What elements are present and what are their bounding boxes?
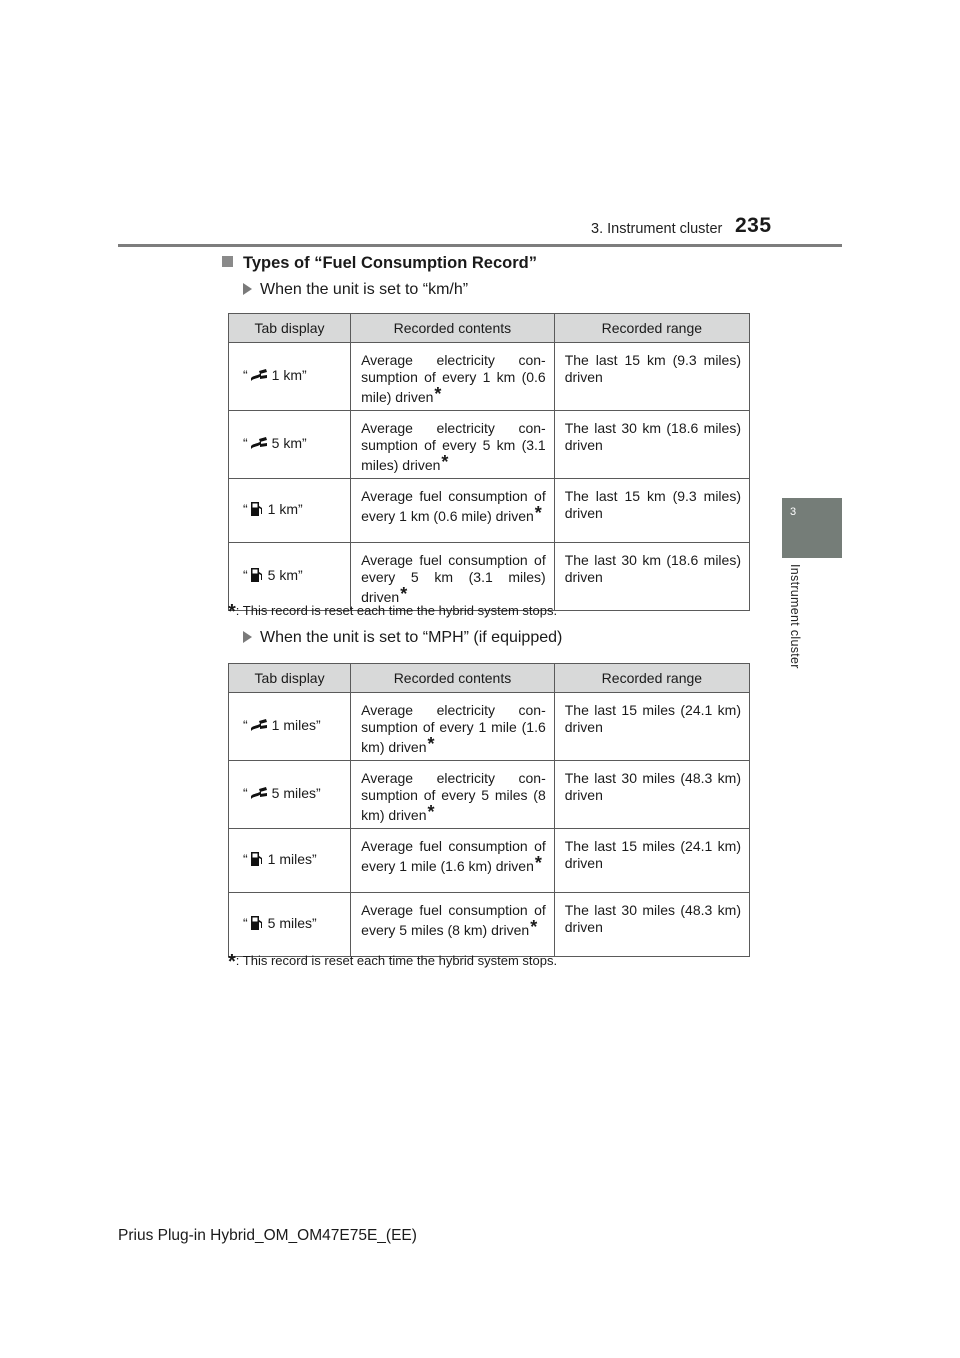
tab-open-quote: “ (243, 850, 248, 867)
recorded-contents-cell (351, 343, 555, 411)
tab-display-text: 1 km” (267, 500, 303, 517)
header-rule (118, 244, 842, 247)
table-row (229, 893, 750, 957)
tab-display-cell (229, 829, 351, 893)
recorded-range-text: The last 30 miles (48.3 km) driven (564, 770, 741, 803)
recorded-range-text: The last 30 km (18.6 miles) driven (564, 552, 741, 585)
recorded-range-text: The last 15 km (9.3 miles) driven (564, 352, 741, 385)
tab-open-quote: “ (243, 716, 248, 733)
recorded-contents-text: Average fuel consumption of every 1 km (0.6 mile) driven (361, 488, 546, 524)
recorded-range-cell (554, 693, 749, 761)
recorded-range-cell (554, 479, 749, 543)
triangle-bullet-icon (243, 631, 252, 643)
tab-display-text: 1 miles” (271, 716, 321, 733)
chapter-tab-number: 3 (790, 506, 797, 518)
chapter-side-label: Instrument cluster (788, 564, 802, 669)
subheading-mph (243, 629, 562, 647)
tab-display-cell (229, 479, 351, 543)
recorded-range-cell (554, 761, 749, 829)
tab-open-quote: “ (243, 914, 248, 931)
document-footer: Prius Plug-in Hybrid_OM_OM47E75E_(EE) (118, 1227, 417, 1244)
chapter-tab (782, 498, 842, 558)
square-bullet-icon (222, 256, 233, 267)
recorded-range-text: The last 30 km (18.6 miles) driven (564, 420, 741, 453)
table-row (229, 693, 750, 761)
footnote-marker: * (441, 452, 449, 472)
electricity-icon (250, 437, 268, 455)
fuel-pump-icon (250, 567, 264, 587)
recorded-range-cell (554, 343, 749, 411)
record-table-mph (228, 663, 750, 957)
tab-open-quote: “ (243, 566, 248, 583)
electricity-icon (250, 719, 268, 737)
tab-display-text: 5 km” (267, 566, 303, 583)
tab-open-quote: “ (243, 500, 248, 517)
tab-open-quote: “ (243, 366, 248, 383)
table-row (229, 761, 750, 829)
footnote-kmh (228, 601, 557, 624)
column-header-tab-display: Tab display (229, 664, 351, 693)
recorded-contents-text: Average fuel consumption of every 5 miles (8 km) driven (361, 902, 546, 938)
footnote-marker: * (228, 601, 236, 623)
recorded-range-text: The last 15 miles (24.1 km) driven (564, 702, 741, 735)
page-number: 235 (735, 214, 772, 237)
footnote-marker: * (434, 384, 442, 404)
recorded-contents-cell (351, 761, 555, 829)
section-heading-text: Types of “Fuel Consumption Record” (243, 254, 537, 272)
tab-open-quote: “ (243, 784, 248, 801)
electricity-icon (250, 787, 268, 805)
subheading-kmh (243, 281, 468, 299)
recorded-range-text: The last 15 km (9.3 miles) driven (564, 488, 741, 521)
column-header-recorded-range: Recorded range (554, 664, 749, 693)
subheading-text: When the unit is set to “MPH” (if equipped) (260, 629, 563, 646)
tab-display-cell (229, 411, 351, 479)
section-heading (222, 254, 537, 273)
recorded-contents-text: Average fuel consumption of every 5 km (3.1 miles) driven (361, 552, 546, 605)
recorded-contents-cell (351, 411, 555, 479)
footnote-marker: * (400, 584, 408, 604)
recorded-range-text: The last 15 miles (24.1 km) driven (564, 838, 741, 871)
tab-display-cell (229, 893, 351, 957)
table-row (229, 479, 750, 543)
footnote-marker: * (427, 734, 435, 754)
table-row (229, 829, 750, 893)
footnote-text: : This record is reset each time the hybrid system stops. (235, 603, 558, 618)
table-header-row (229, 314, 750, 343)
recorded-contents-cell (351, 893, 555, 957)
column-header-recorded-contents: Recorded contents (351, 314, 555, 343)
recorded-contents-cell (351, 479, 555, 543)
triangle-bullet-icon (243, 283, 252, 295)
tab-open-quote: “ (243, 434, 248, 451)
record-table-kmh (228, 313, 750, 611)
table-row (229, 343, 750, 411)
table-row (229, 411, 750, 479)
tab-display-text: 1 miles” (267, 850, 317, 867)
fuel-pump-icon (250, 915, 264, 935)
section-title: 3. Instrument cluster (591, 221, 723, 237)
recorded-range-cell (554, 893, 749, 957)
tab-display-text: 5 miles” (267, 914, 317, 931)
footnote-mph (228, 951, 557, 974)
column-header-tab-display: Tab display (229, 314, 351, 343)
recorded-range-cell (554, 411, 749, 479)
recorded-contents-text: Average electricity con-sumption of every 1 km (0.6 mile) driven (361, 352, 546, 405)
footnote-marker: * (530, 917, 538, 937)
tab-display-cell (229, 693, 351, 761)
recorded-range-cell (554, 543, 749, 611)
tab-display-text: 5 km” (271, 434, 307, 451)
electricity-icon (250, 369, 268, 387)
column-header-recorded-contents: Recorded contents (351, 664, 555, 693)
footnote-marker: * (228, 951, 236, 973)
footnote-text: : This record is reset each time the hybrid system stops. (235, 953, 558, 968)
recorded-contents-text: Average electricity con-sumption of every 1 mile (1.6 km) driven (361, 702, 546, 755)
subheading-text: When the unit is set to “km/h” (260, 281, 469, 298)
tab-display-cell (229, 761, 351, 829)
footnote-marker: * (534, 503, 542, 523)
tab-display-cell (229, 343, 351, 411)
fuel-pump-icon (250, 851, 264, 871)
recorded-contents-text: Average electricity con-sumption of every 5 miles (8 km) driven (361, 770, 546, 823)
table-header-row (229, 664, 750, 693)
recorded-contents-cell (351, 829, 555, 893)
footnote-marker: * (534, 853, 542, 873)
recorded-contents-text: Average electricity con-sumption of every 5 km (3.1 miles) driven (361, 420, 546, 473)
recorded-range-cell (554, 829, 749, 893)
recorded-contents-text: Average fuel consumption of every 1 mile (1.6 km) driven (361, 838, 546, 874)
recorded-contents-cell (351, 693, 555, 761)
tab-display-text: 1 km” (271, 366, 307, 383)
fuel-pump-icon (250, 501, 264, 521)
column-header-recorded-range: Recorded range (554, 314, 749, 343)
recorded-range-text: The last 30 miles (48.3 km) driven (564, 902, 741, 935)
tab-display-text: 5 miles” (271, 784, 321, 801)
footnote-marker: * (427, 802, 435, 822)
